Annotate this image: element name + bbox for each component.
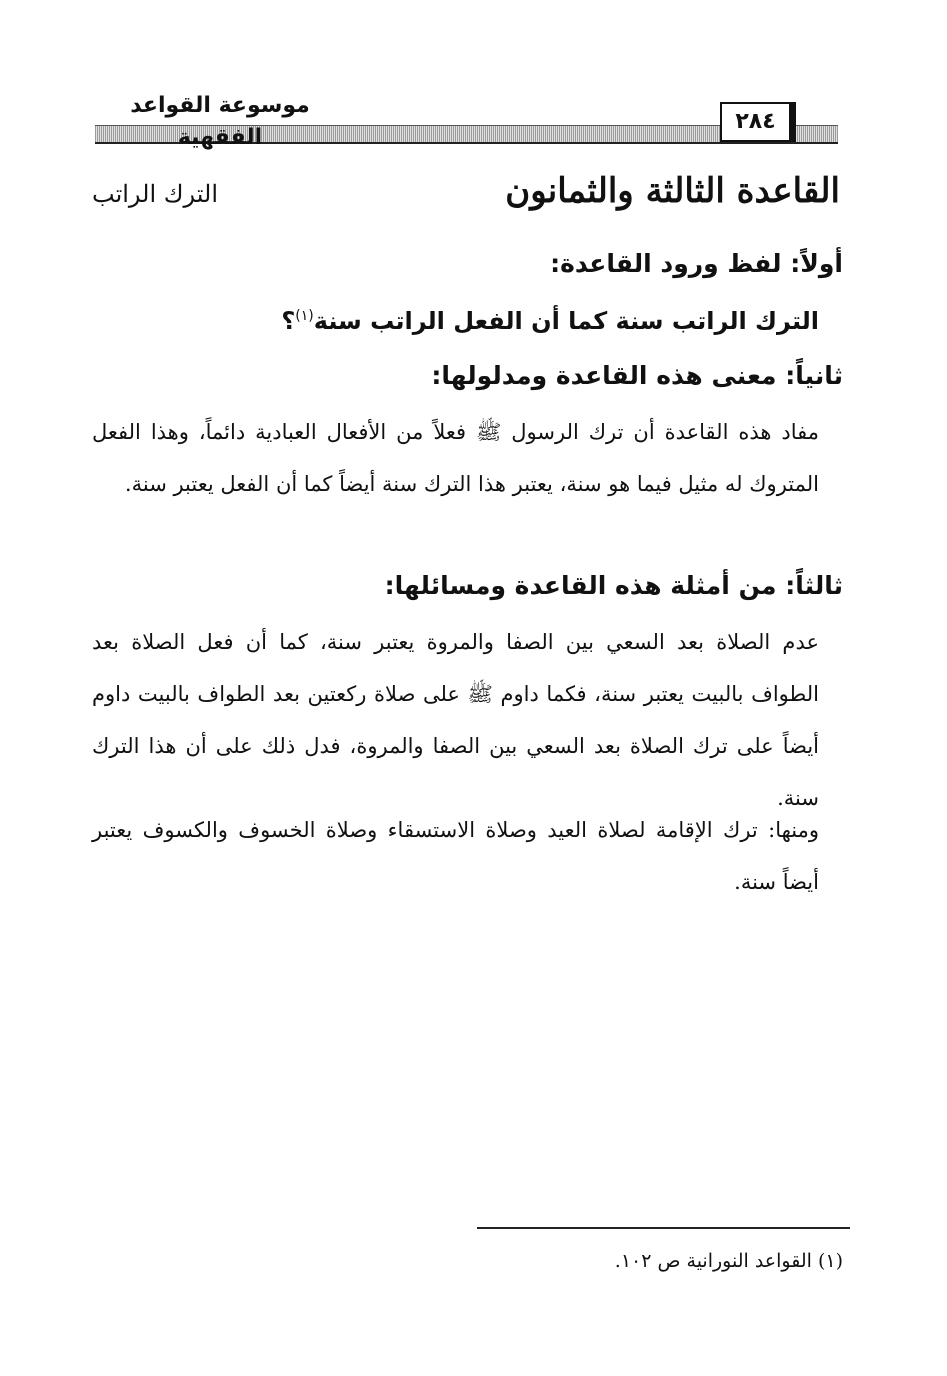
- section-heading-third: ثالثاً: من أمثلة هذه القاعدة ومسائلها:: [384, 571, 843, 600]
- running-header-title: موسوعة القواعد الفقهية: [130, 93, 310, 150]
- rule-statement-text: الترك الراتب سنة كما أن الفعل الراتب سنة: [313, 307, 819, 335]
- section-heading-first: أولاً: لفظ ورود القاعدة:: [550, 249, 843, 278]
- footnote-reference: (١): [295, 308, 314, 324]
- rule-title: القاعدة الثالثة والثمانون: [505, 171, 840, 211]
- meaning-paragraph: مفاد هذه القاعدة أن ترك الرسول ﷺ فعلاً من الأفعال العبادية دائماً، وهذا الفعل المتروك له مثيل فيما هو سنة، يعتبر هذا الترك سنة أيضاً كما أن الفعل يعتبر سنة.: [92, 420, 819, 496]
- section-heading-second: ثانياً: معنى هذه القاعدة ومدلولها:: [431, 361, 843, 390]
- page-number: ٢٨٤: [720, 102, 796, 142]
- footnote: (١) القواعد النورانية ص ١٠٢.: [614, 1250, 843, 1272]
- rule-statement: الترك الراتب سنة كما أن الفعل الراتب سنة$^{(١)}$؟: [281, 307, 819, 335]
- example-paragraph-1: عدم الصلاة بعد السعي بين الصفا والمروة يعتبر سنة، كما أن فعل الصلاة بعد الطواف بالبيت يعتبر سنة، فكما داوم ﷺ على صلاة ركعتين بعد الطواف بالبيت داوم أيضاً على ترك الصلاة بعد السعي بين الصفا والمروة، فدل ذلك على أن هذا الترك سنة.: [92, 630, 819, 810]
- example-paragraph-2: ومنها: ترك الإقامة لصلاة العيد وصلاة الاستسقاء وصلاة الخسوف والكسوف يعتبر أيضاً سنة.: [92, 818, 819, 894]
- rule-subtitle: الترك الراتب: [92, 180, 219, 208]
- footnote-divider: [477, 1227, 850, 1229]
